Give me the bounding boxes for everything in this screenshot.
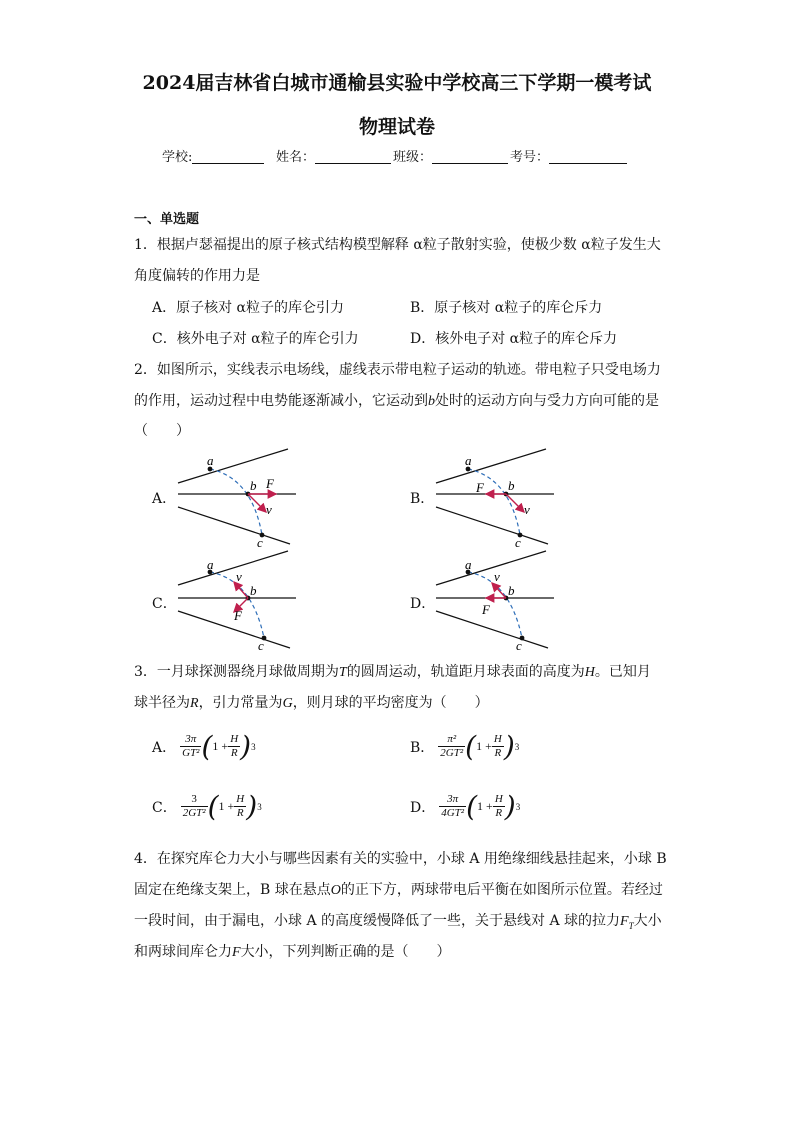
q2-option-d-label[interactable]: D． (410, 596, 436, 612)
q4-var-T-sub: T (628, 920, 634, 931)
q2-line2-pre: 的作用，运动过程中电势能逐渐减小，它运动到 (134, 393, 428, 409)
label-b: b (508, 583, 515, 598)
q3-line2-post: ，则月球的平均密度为（ ） (292, 695, 489, 711)
q3-b-exp: 3 (514, 741, 520, 752)
q3-d-label: D． (410, 799, 436, 816)
label-a: a (465, 453, 472, 468)
q3-a-oneplus: 1 + (212, 739, 229, 753)
q3-a-den: GT² (182, 747, 200, 759)
q3-line2-pre: 球半径为 (134, 695, 190, 711)
q3-a-num: 3π (180, 733, 201, 747)
q3-option-c[interactable]: C． $\frac{3}{\text{2GT²}}$ ( 1 + $\frac{H}{R}$ ) 3 (152, 790, 262, 823)
q3-c-oneplus: 1 + (218, 799, 235, 813)
q3-line1-mid: 的圆周运动，轨道距月球表面的高度为 (346, 664, 585, 680)
school-label: 学校: (162, 150, 193, 165)
class-label: 班级： (393, 150, 433, 165)
q3-line2 (134, 692, 489, 712)
q3-c-H: H (236, 793, 245, 805)
q3-line2-mid: ，引力常量为 (198, 695, 283, 711)
q4-line3-post: 大小 (633, 913, 662, 929)
q3-a-H: H (230, 733, 239, 745)
q3-b-oneplus: 1 + (476, 739, 492, 753)
q2-var-b: b (428, 394, 435, 409)
q2-line1: 2．如图所示，实线表示电场线，虚线表示带电粒子运动的轨迹。带电粒子只受电场力 (134, 362, 661, 378)
q1-line2: 角度偏转的作用力是 (134, 268, 260, 284)
label-c: c (515, 535, 521, 550)
q3-var-R: R (190, 696, 199, 711)
q2-line2-post: 处时的运动方向与受力方向可能的是 (435, 393, 659, 409)
velocity-arrow-b (506, 494, 524, 512)
q3-d-R: R (495, 807, 503, 819)
q1-option-b[interactable]: B．原子核对 α粒子的库仑斥力 (410, 300, 603, 316)
q3-line1-post: 。已知月 (594, 664, 651, 680)
velocity-arrow-c (234, 582, 248, 598)
label-b: b (250, 583, 257, 598)
diagram-c (178, 551, 296, 653)
q3-d-H: H (494, 793, 503, 805)
q2-option-c-label[interactable]: C． (152, 596, 177, 612)
label-F: F (482, 602, 490, 617)
label-v: v (236, 569, 242, 584)
q4-var-F: F (620, 914, 629, 929)
diagram-d (436, 551, 554, 653)
q3-d-oneplus: 1 + (477, 799, 493, 813)
q3-var-T: T (338, 665, 347, 680)
exam-title-line2: 物理试卷 (358, 116, 435, 138)
q3-d-num: 3π (439, 793, 466, 807)
q4-var-Fc: F (232, 945, 241, 960)
q3-b-label: B． (410, 739, 435, 756)
q1-option-c[interactable]: C．核外电子对 α粒子的库仑引力 (152, 331, 359, 347)
q4-line4-post: 大小，下列判断正确的是（ ） (240, 944, 451, 960)
q3-c-den: 2GT² (182, 807, 206, 819)
q3-a-exp: 3 (251, 741, 256, 752)
q3-d-exp: 3 (515, 801, 521, 812)
q3-option-b[interactable]: B． $\frac{\text{π²}}{\text{2GT²}}$ ( 1 + $\frac{H}{R}$ ) 3 (410, 730, 520, 763)
q4-line4 (134, 941, 451, 961)
q3-c-label: C． (152, 799, 177, 816)
q4-line1: 4．在探究库仑力大小与哪些因素有关的实验中，小球 A 用绝缘细线悬挂起来，小球 B (134, 851, 667, 867)
label-F: F (234, 608, 242, 623)
q3-a-label: A． (152, 739, 177, 756)
q4-line4-pre: 和两球间库仑力 (134, 944, 232, 960)
q3-c-num: 3 (181, 793, 208, 807)
q4-var-O: O (330, 883, 341, 898)
q3-d-den: 4GT² (441, 807, 465, 819)
label-a: a (207, 453, 214, 468)
q3-b-H: H (493, 733, 502, 745)
velocity-arrow-d (492, 583, 506, 598)
number-label: 考号： (510, 150, 550, 165)
q3-b-num: π² (438, 733, 465, 747)
diagram-a (178, 449, 296, 550)
label-F: F (266, 476, 274, 491)
label-c: c (258, 638, 264, 653)
diagram-b (436, 449, 554, 550)
label-c: c (257, 535, 263, 550)
q1-option-a[interactable]: A．原子核对 α粒子的库仑引力 (152, 300, 345, 316)
label-c: c (516, 638, 522, 653)
q2-option-a-label[interactable]: A． (152, 491, 177, 507)
q1-option-d[interactable]: D．核外电子对 α粒子的库仑斥力 (410, 331, 618, 347)
q3-line1-pre: 3．一月球探测器绕月球做周期为 (134, 664, 339, 680)
q3-option-a[interactable]: A． $\frac{3\pi}{\text{GT²}}$ ( 1 + $\frac{H}{R}$ ) 3 (152, 730, 256, 763)
label-v: v (524, 502, 530, 517)
label-v: v (494, 569, 500, 584)
q4-line3 (134, 910, 662, 931)
label-b: b (250, 478, 257, 493)
q3-var-G: G (282, 696, 293, 711)
q4-line2-post: 的正下方，两球带电后平衡在如图所示位置。若经过 (340, 882, 663, 898)
q3-b-R: R (494, 747, 502, 759)
q3-line1 (134, 661, 651, 681)
label-v: v (266, 502, 272, 517)
q3-a-R: R (230, 747, 238, 759)
q3-b-den: 2GT² (440, 747, 464, 759)
q1-line1: 1．根据卢瑟福提出的原子核式结构模型解释 α粒子散射实验，使极少数 α粒子发生大 (134, 237, 661, 253)
exam-title-line1: 2024届吉林省白城市通榆县实验中学校高三下学期一模考试 (142, 72, 652, 94)
q4-line2-pre: 固定在绝缘支架上，B 球在悬点 (134, 882, 331, 898)
q3-c-exp: 3 (257, 801, 262, 812)
label-a: a (465, 557, 472, 572)
section-heading: 一、单选题 (134, 212, 200, 227)
label-F: F (476, 480, 484, 495)
q4-line2 (134, 879, 663, 899)
label-b: b (508, 478, 515, 493)
q3-var-H: H (584, 665, 595, 680)
q3-c-R: R (236, 807, 244, 819)
name-label: 姓名： (276, 150, 316, 165)
q4-line3-pre: 一段时间，由于漏电，小球 A 的高度缓慢降低了一些，关于悬线对 A 球的拉力 (134, 913, 621, 929)
q2-line3: （ ） (134, 423, 190, 439)
label-a: a (207, 557, 214, 572)
q3-option-d[interactable]: D． $\frac{3\pi}{\text{4GT²}}$ ( 1 + $\frac{H}{R}$ ) 3 (410, 790, 521, 823)
velocity-arrow-a (248, 494, 266, 512)
q2-option-b-label[interactable]: B． (410, 491, 435, 507)
